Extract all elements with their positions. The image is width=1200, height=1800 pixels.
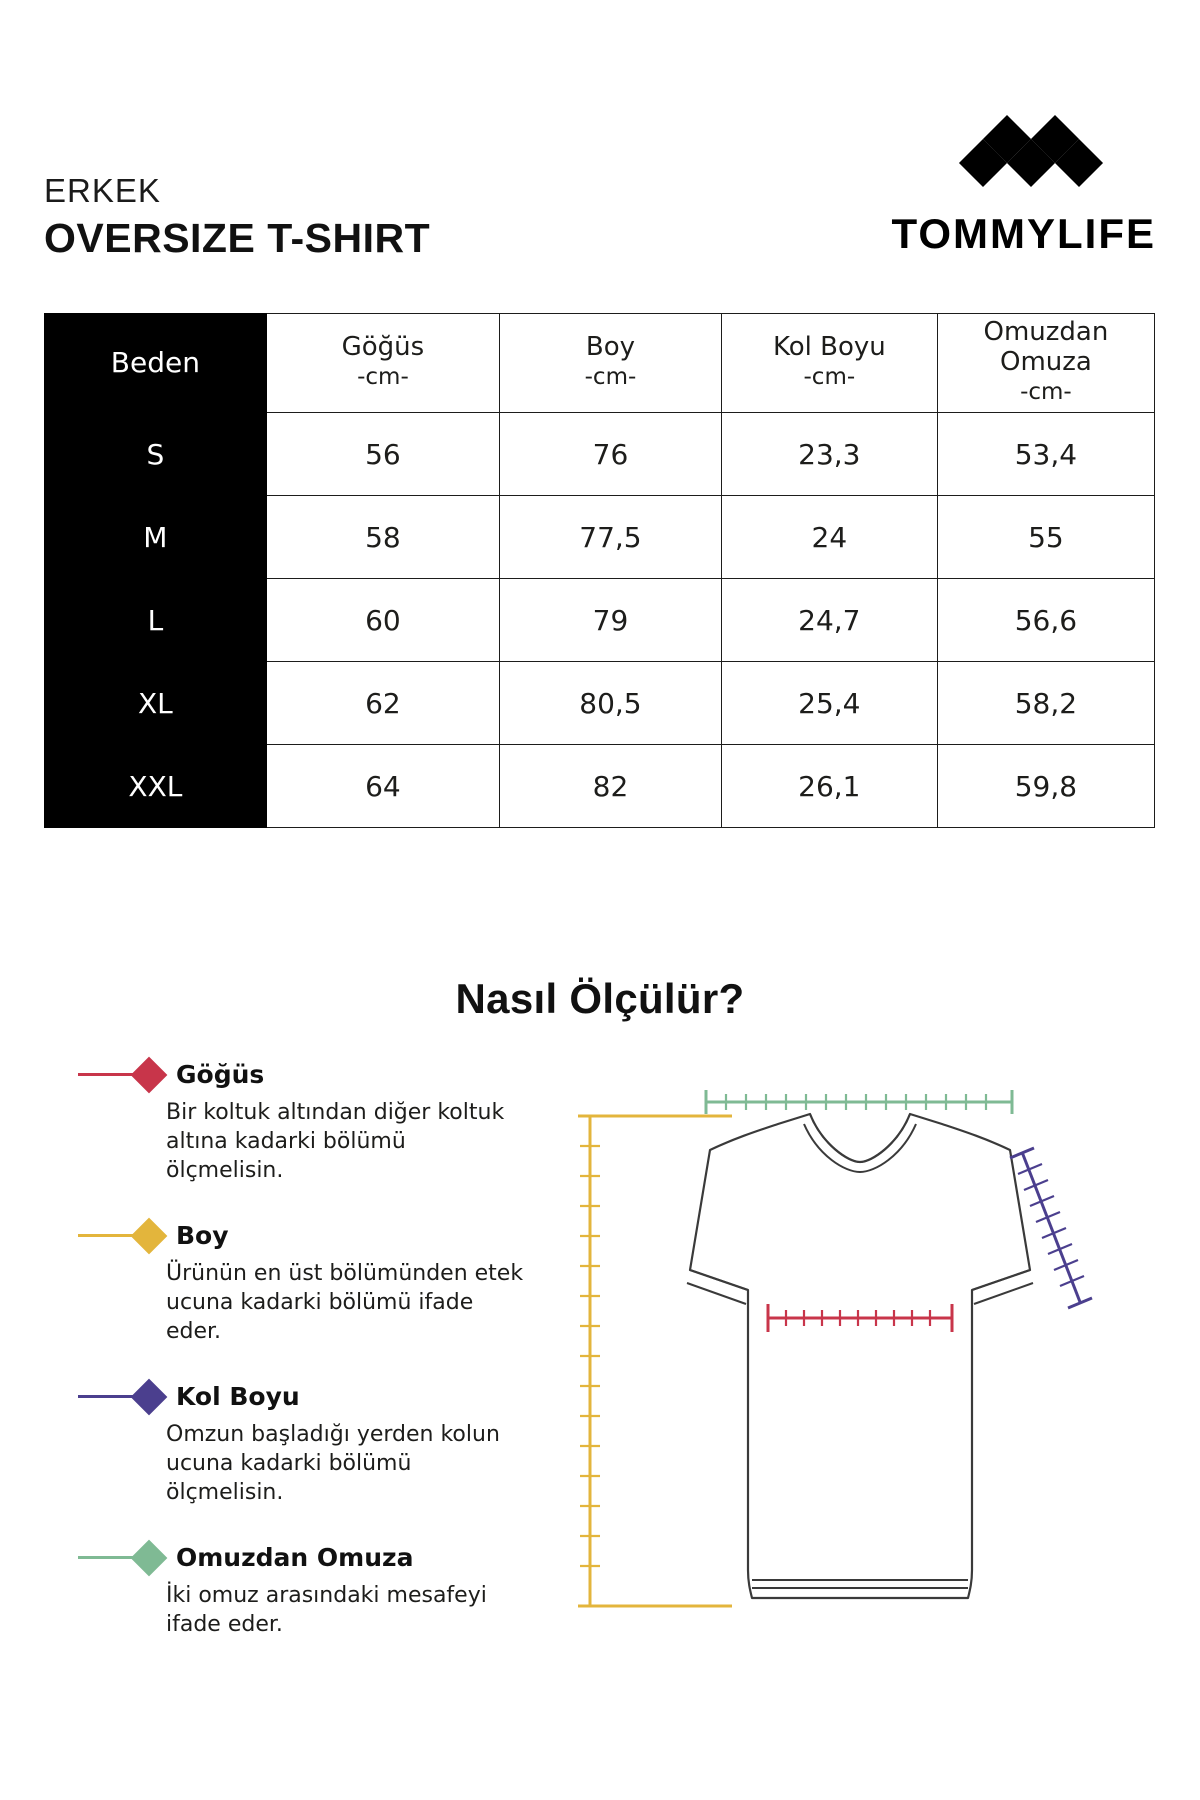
column-header-kol-boyu-label: Kol Boyu — [772, 332, 886, 363]
cell-gogus: 58 — [266, 496, 499, 579]
size-table-header — [45, 314, 1155, 413]
cell-size: M — [45, 496, 267, 579]
cell-omuzdan-omuza: 58,2 — [937, 662, 1154, 745]
column-header-gogus — [266, 314, 499, 413]
cell-gogus: 64 — [266, 745, 499, 828]
shoulder-measure-line — [706, 1090, 1012, 1114]
column-header-boy-label: Boy — [585, 332, 636, 363]
legend-title-gogus: Göğüs — [176, 1060, 265, 1089]
size-table-body — [45, 413, 1155, 828]
measurement-legend — [78, 1060, 538, 1675]
column-header-omuzdan-omuza-unit: -cm- — [1020, 378, 1072, 405]
column-header-omuzdan-omuza — [937, 314, 1154, 413]
brand-name: TOMMYLIFE — [891, 210, 1156, 257]
cell-boy: 80,5 — [500, 662, 722, 745]
size-table — [44, 313, 1155, 828]
legend-title-kol-boyu: Kol Boyu — [176, 1382, 300, 1412]
table-row — [45, 662, 1155, 745]
column-header-gogus-unit: -cm- — [357, 364, 409, 390]
legend-title-omuzdan-omuza: Omuzdan Omuza — [176, 1543, 414, 1573]
legend-head — [78, 1382, 538, 1411]
cell-omuzdan-omuza: 56,6 — [937, 579, 1154, 662]
title-block — [44, 173, 430, 260]
legend-item-omuzdan-omuza — [78, 1543, 538, 1639]
page-title: OVERSIZE T-SHIRT — [44, 214, 431, 261]
diamond-icon — [131, 1378, 168, 1415]
cell-omuzdan-omuza: 53,4 — [937, 413, 1154, 496]
cell-kol-boyu: 25,4 — [721, 662, 937, 745]
howto-title: Nasıl Ölçülür? — [455, 975, 745, 1022]
diamond-icon — [131, 1056, 168, 1093]
brand-block — [891, 112, 1156, 258]
cell-size: L — [45, 579, 267, 662]
cell-size: XXL — [45, 745, 267, 828]
legend-desc-omuzdan-omuza: İki omuz arasındaki mesafeyi ifade eder. — [166, 1583, 487, 1638]
cell-size: S — [45, 413, 267, 496]
legend-title-boy: Boy — [176, 1221, 229, 1251]
cell-kol-boyu: 23,3 — [721, 413, 937, 496]
legend-rule-gogus — [78, 1073, 138, 1076]
cell-boy: 82 — [500, 745, 722, 828]
table-row — [45, 745, 1155, 828]
column-header-boy — [500, 314, 722, 413]
cell-kol-boyu: 24,7 — [721, 579, 937, 662]
column-header-omuzdan-omuza-label: Omuzdan Omuza — [983, 317, 1109, 378]
legend-item-boy — [78, 1221, 538, 1346]
cell-omuzdan-omuza: 59,8 — [937, 745, 1154, 828]
legend-head — [78, 1221, 538, 1250]
cell-boy: 76 — [500, 413, 722, 496]
cell-boy: 77,5 — [500, 496, 722, 579]
legend-head — [78, 1060, 538, 1089]
legend-desc-gogus: Bir koltuk altından diğer koltuk altına kadarki bölümü ölçmelisin. — [166, 1100, 505, 1184]
column-header-kol-boyu-unit: -cm- — [803, 364, 856, 390]
legend-item-kol-boyu — [78, 1382, 538, 1507]
legend-item-gogus — [78, 1060, 538, 1185]
column-header-kol-boyu — [721, 314, 937, 413]
tommylife-logo-icon — [926, 112, 1122, 200]
page-header — [44, 112, 1156, 260]
tshirt-diagram — [560, 1090, 1160, 1710]
legend-rule-kol-boyu — [78, 1395, 138, 1398]
table-row — [45, 579, 1155, 662]
legend-rule-boy — [78, 1234, 138, 1237]
cell-kol-boyu: 26,1 — [721, 745, 937, 828]
diamond-icon — [131, 1539, 168, 1576]
cell-boy: 79 — [500, 579, 722, 662]
cell-gogus: 62 — [266, 662, 499, 745]
column-header-boy-unit: -cm- — [584, 364, 637, 390]
cell-kol-boyu: 24 — [721, 496, 937, 579]
page-kicker: ERKEK — [44, 171, 161, 209]
legend-desc-boy: Ürünün en üst bölümünden etek ucuna kadarki bölümü ifade eder. — [166, 1261, 524, 1345]
legend-head — [78, 1543, 538, 1572]
cell-omuzdan-omuza: 55 — [937, 496, 1154, 579]
legend-rule-omuzdan-omuza — [78, 1556, 138, 1559]
legend-desc-kol-boyu: Omzun başladığı yerden kolun ucuna kadarki bölümü ölçmelisin. — [166, 1422, 500, 1506]
diamond-icon — [131, 1217, 168, 1254]
column-header-beden — [45, 314, 267, 413]
cell-size: XL — [45, 662, 267, 745]
cell-gogus: 60 — [266, 579, 499, 662]
table-header-row — [45, 314, 1155, 413]
table-row — [45, 413, 1155, 496]
cell-gogus: 56 — [266, 413, 499, 496]
table-row — [45, 496, 1155, 579]
column-header-beden-label: Beden — [110, 345, 200, 379]
column-header-gogus-label: Göğüs — [341, 332, 425, 363]
